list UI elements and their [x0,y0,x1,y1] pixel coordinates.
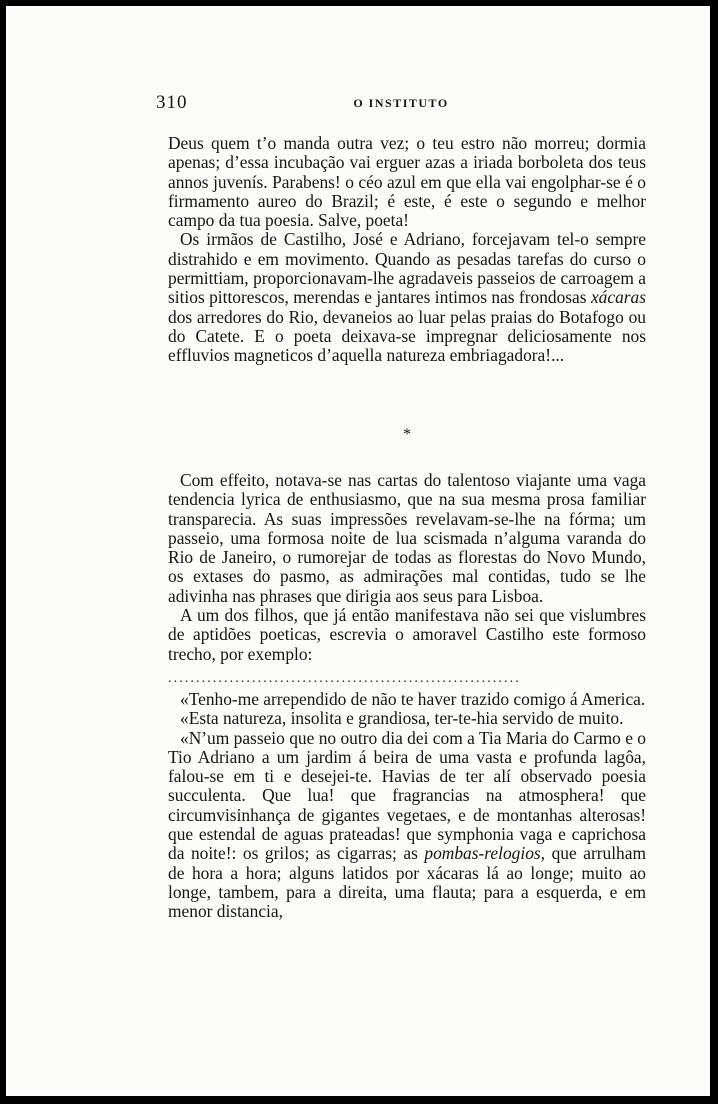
running-title: O INSTITUTO [353,96,449,110]
page-header [156,92,646,116]
quote-paragraph [168,729,646,922]
paragraph-text: dos arredores do Rio, devaneios ao luar pelas praias do Botafogo ou do Catete. E o poeta deixava-se impregnar deliciosamente nos effluvios magneticos d’aquella natureza embriagadora!... [168,306,646,366]
paragraph: Deus quem t’o manda outra vez; o teu estro não morreu; dormia apenas; d’essa incubação vai erguer azas a iriada borboleta dos teus annos juvenís. Parabens! o céo azul em que ella vai engolphar-se é o firmamento aureo do Brazil; é este, é este o segundo e melhor campo da tua poesia. Salve, poeta! [168,133,646,231]
paragraph-text: que arrulham de hora a hora; alguns latidos por xácaras lá ao longe; muito ao longe, tambem, para a direita, uma flauta; para a esquerda, e em menor distancia, [168,843,646,922]
text-block-3 [168,690,646,922]
paragraph [168,230,646,365]
quote-paragraph: «Esta natureza, insolita e grandiosa, ter-te-hia servido de muito. [180,708,624,729]
book-page [6,6,710,1096]
text-block-2 [168,471,646,664]
paragraph-text: Os irmãos de Castilho, José e Adriano, forcejavam tel-o sempre distrahido e em movimento. Quando as pesadas tarefas do curso o permittiam, proporcionavam-lhe agradaveis passeios de carroagem a sitios pittorescos, merendas e jantares intimos nas frondosas [168,229,646,308]
page-number: 310 [156,92,188,113]
paragraph: Com effeito, notava-se nas cartas do talentoso viajante uma vaga tendencia lyrica de enthusiasmo, que na sua mesma prosa familiar transparecia. As suas impressões revelavam-se-lhe na fórma; um passeio, uma formosa noite de lua scismada n’alguma varanda do Rio de Janeiro, o rumorejar de todas as florestas do Novo Mundo, os extases do pasmo, as admirações mal contidas, tudo se lhe adivinha nas phrases que dirigia aos seus para Lisboa. [168,470,646,606]
paragraph: A um dos filhos, que já então manifestava não sei que vislumbres de aptidões poeticas, escrevia o amoravel Castilho este formoso trecho, por exemplo: [168,605,646,664]
italic-term: xácaras [590,287,646,308]
italic-term: pombas-relogios, [424,843,546,864]
ellipsis-line: ............................................................... [168,671,521,686]
quote-paragraph: «Tenho-me arrependido de não te haver trazido comigo á America. [180,689,646,709]
section-separator: * [403,426,411,443]
paragraph-text: «N’um passeio que no outro dia dei com a Tia Maria do Carmo e o Tio Adriano a um jardim á beira de uma vasta e profunda lagôa, falou-se em ti e desejei-te. Havias de ter alí observado poesia succulenta. Que lua! que fragrancias na atmosphera! que circumvisinhança de gigantes vegetaes, e de montanhas alterosas! que estendal de aguas prateadas! que symphonia vaga e caprichosa da noite!: os grilos; as cigarras; as [168,727,646,864]
text-block-1 [168,134,646,366]
